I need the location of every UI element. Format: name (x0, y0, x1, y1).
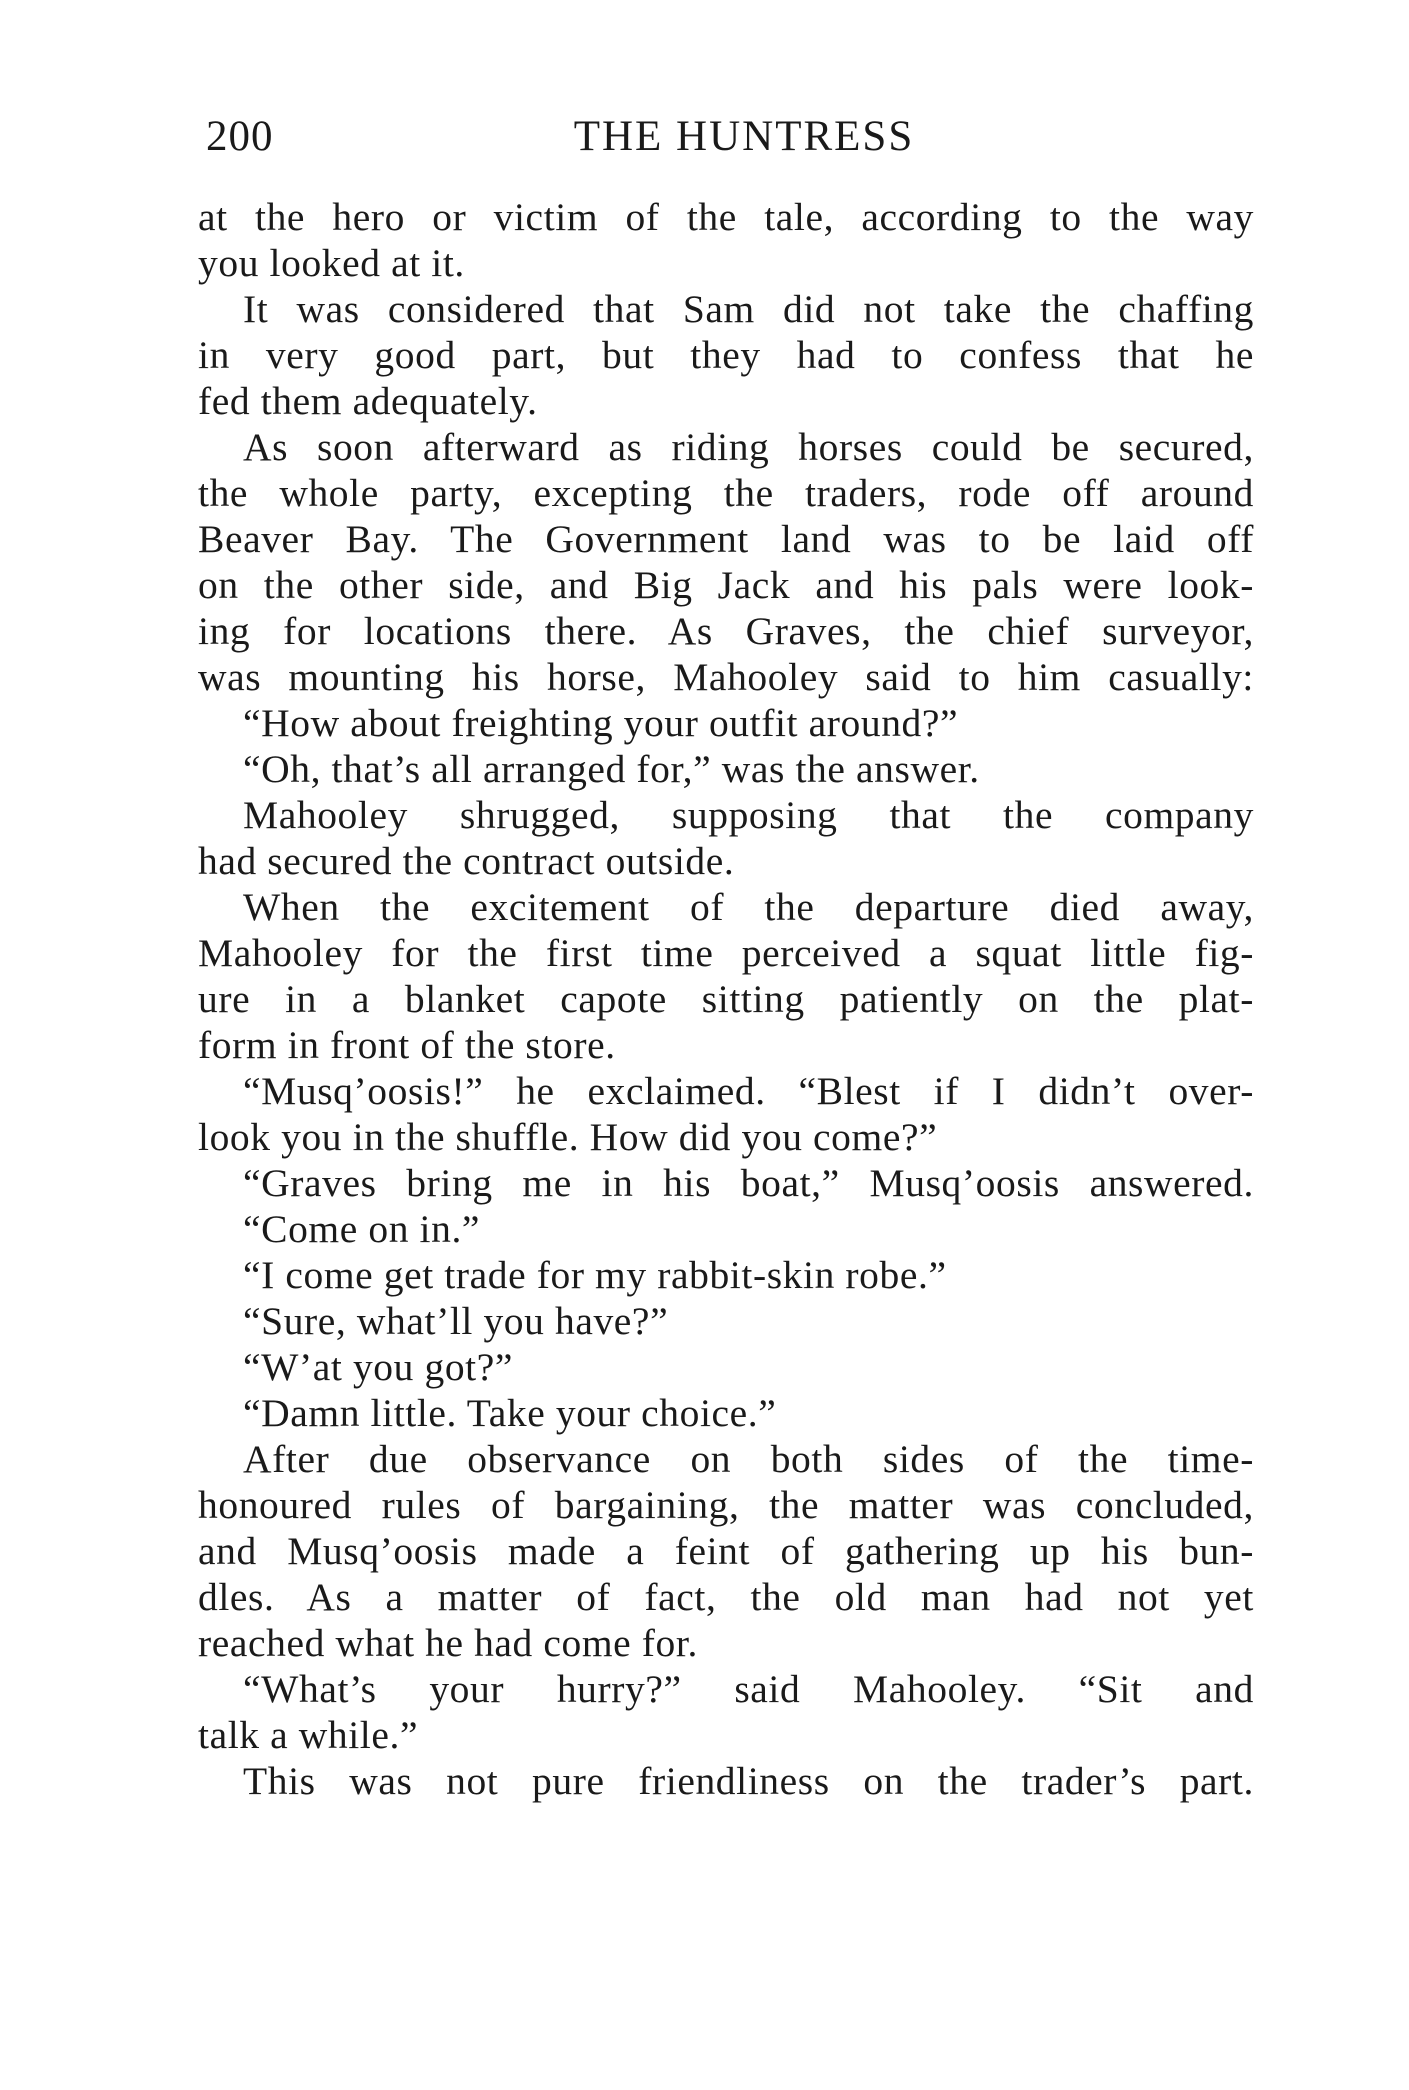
text-line: This was not pure friendliness on the trader’s part. (243, 1759, 1254, 1803)
text-line: “Damn little. Take your choice.” (243, 1391, 777, 1435)
text-line: in very good part, but they had to confess that he (198, 333, 1254, 377)
page-header (198, 112, 1254, 168)
text-line: Beaver Bay. The Government land was to be laid off (198, 517, 1254, 561)
text-line: on the other side, and Big Jack and his pals were look- (198, 563, 1254, 607)
text-line: form in front of the store. (198, 1023, 616, 1067)
text-line: fed them adequately. (198, 379, 538, 423)
text-line: “W’at you got?” (243, 1345, 514, 1389)
text-line: When the excitement of the departure died away, (243, 885, 1254, 929)
text-line: “Graves bring me in his boat,” Musq’oosis answered. (243, 1161, 1254, 1205)
text-line: As soon afterward as riding horses could be secured, (243, 425, 1254, 469)
text-line: “How about freighting your outfit around?” (243, 701, 959, 745)
text-line: you looked at it. (198, 241, 465, 285)
text-line: look you in the shuffle. How did you come?” (198, 1115, 938, 1159)
text-line: Mahooley for the first time perceived a squat little fig- (198, 931, 1254, 975)
text-line: “I come get trade for my rabbit-skin robe.” (243, 1253, 947, 1297)
text-line: “Oh, that’s all arranged for,” was the answer. (243, 747, 980, 791)
running-title: THE HUNTRESS (573, 113, 915, 160)
text-line: After due observance on both sides of the time- (243, 1437, 1254, 1481)
body-text (198, 194, 1254, 1804)
text-line: “What’s your hurry?” said Mahooley. “Sit and (243, 1667, 1254, 1711)
text-line: reached what he had come for. (198, 1621, 698, 1665)
text-line: the whole party, excepting the traders, rode off around (198, 471, 1254, 515)
text-line: was mounting his horse, Mahooley said to him casually: (198, 655, 1254, 699)
text-line: at the hero or victim of the tale, according to the way (198, 195, 1254, 239)
text-line: ure in a blanket capote sitting patiently on the plat- (198, 977, 1254, 1021)
text-line: and Musq’oosis made a feint of gathering up his bun- (198, 1529, 1254, 1573)
text-line: “Sure, what’ll you have?” (243, 1299, 669, 1343)
page-number: 200 (206, 113, 274, 160)
text-line: honoured rules of bargaining, the matter was concluded, (198, 1483, 1254, 1527)
text-line: It was considered that Sam did not take the chaffing (243, 287, 1254, 331)
text-line: “Come on in.” (243, 1207, 481, 1251)
text-line: dles. As a matter of fact, the old man had not yet (198, 1575, 1254, 1619)
text-line: talk a while.” (198, 1713, 419, 1757)
text-line: ing for locations there. As Graves, the chief surveyor, (198, 609, 1254, 653)
text-line: “Musq’oosis!” he exclaimed. “Blest if I didn’t over- (243, 1069, 1254, 1113)
text-line: Mahooley shrugged, supposing that the company (243, 793, 1254, 837)
text-line: had secured the contract outside. (198, 839, 735, 883)
book-page (198, 112, 1254, 1804)
